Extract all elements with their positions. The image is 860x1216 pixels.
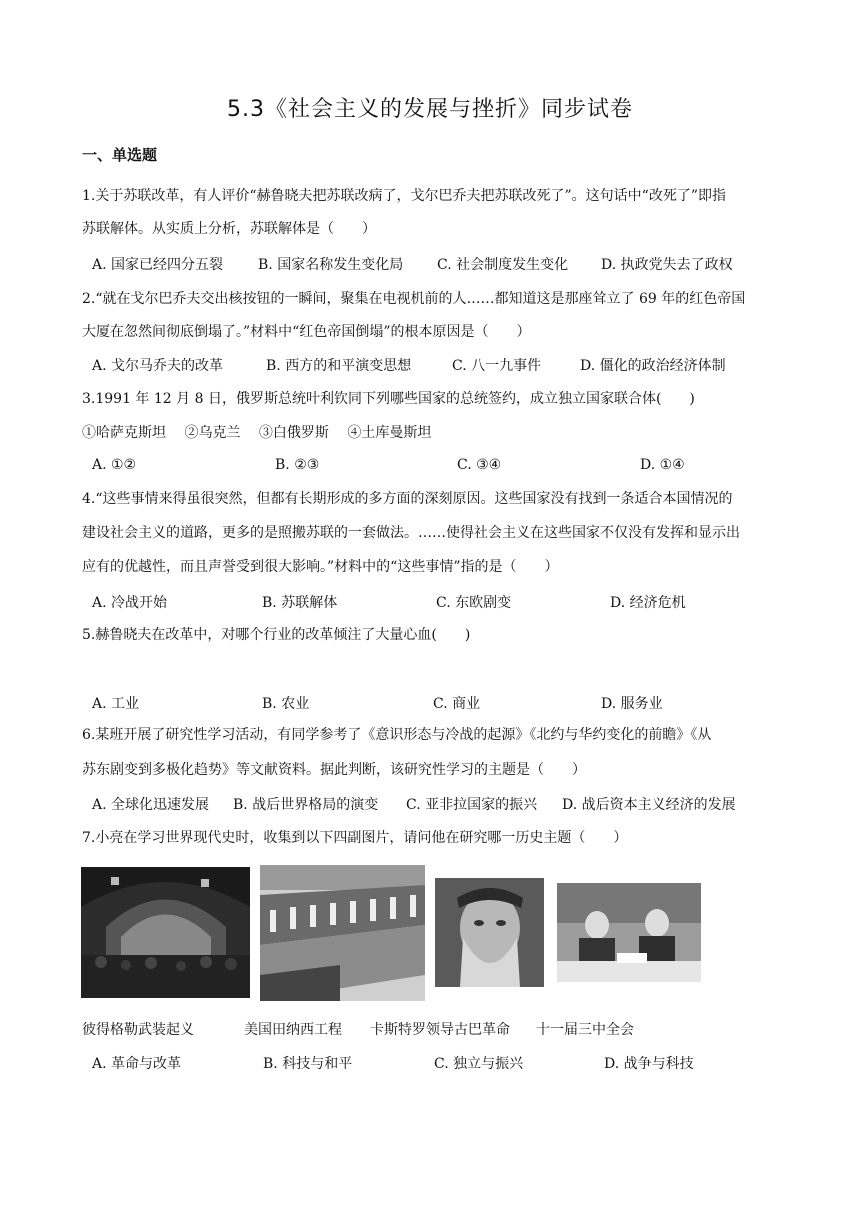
question-6-option-c[interactable]: C. 亚非拉国家的振兴: [406, 797, 538, 813]
castro-photo: [435, 878, 544, 987]
caption-castro: 卡斯特罗领导古巴革命: [370, 1022, 510, 1038]
caption-plenum: 十一届三中全会: [536, 1022, 634, 1038]
question-6-option-b[interactable]: B. 战后世界格局的演变: [233, 797, 379, 813]
question-7-option-b[interactable]: B. 科技与和平: [263, 1056, 353, 1072]
question-6-line-1: 6.某班开展了研究性学习活动，有同学参考了《意识形态与冷战的起源》《北约与华约变化的前瞻》《从: [82, 727, 712, 743]
question-1-line-1: 1.关于苏联改革，有人评价“赫鲁晓夫把苏联改病了，戈尔巴乔夫把苏联改死了”。这句话中“改死了”即指: [82, 188, 726, 204]
dam-photo: [260, 865, 425, 1001]
question-1-option-b[interactable]: B. 国家名称发生变化局: [258, 257, 404, 273]
caption-uprising: 彼得格勒武装起义: [82, 1022, 194, 1038]
plenum-photo: [557, 883, 701, 982]
question-4-option-c[interactable]: C. 东欧剧变: [436, 595, 512, 611]
question-3-option-a[interactable]: A. ①②: [92, 457, 137, 473]
question-4-option-d[interactable]: D. 经济危机: [610, 595, 686, 611]
question-6-option-d[interactable]: D. 战后资本主义经济的发展: [562, 797, 736, 813]
uprising-photo: [81, 867, 250, 998]
question-2-line-2: 大厦在忽然间彻底倒塌了。”材料中“红色帝国倒塌”的根本原因是（ ）: [82, 324, 531, 340]
question-3-line-1: 3.1991 年 12 月 8 日，俄罗斯总统叶利钦同下列哪些国家的总统签约，成立独立国家联合体( ): [82, 391, 695, 407]
question-1-option-d[interactable]: D. 执政党失去了政权: [601, 257, 733, 273]
question-5-line-1: 5.赫鲁晓夫在改革中，对哪个行业的改革倾注了大量心血( ): [82, 627, 471, 643]
section-heading: 一、单选题: [82, 146, 158, 164]
question-3-option-d[interactable]: D. ①④: [640, 457, 685, 473]
question-7-option-a[interactable]: A. 革命与改革: [92, 1056, 182, 1072]
question-3-option-c[interactable]: C. ③④: [457, 457, 502, 473]
question-1-line-2: 苏联解体。从实质上分析，苏联解体是（ ）: [82, 221, 376, 237]
question-1-option-a[interactable]: A. 国家已经四分五裂: [92, 257, 224, 273]
page-title: 5.3《社会主义的发展与挫折》同步试卷: [227, 97, 633, 122]
caption-dam: 美国田纳西工程: [244, 1022, 342, 1038]
question-5-option-b[interactable]: B. 农业: [262, 696, 310, 712]
question-4-line-3: 应有的优越性，而且声誉受到很大影响。”材料中的“这些事情”指的是（ ）: [82, 559, 559, 575]
question-1-option-c[interactable]: C. 社会制度发生变化: [437, 257, 569, 273]
question-7-line-1: 7.小亮在学习世界现代史时，收集到以下四副图片，请问他在研究哪一历史主题（ ）: [82, 830, 628, 846]
question-2-option-c[interactable]: C. 八一九事件: [452, 358, 542, 374]
question-5-option-d[interactable]: D. 服务业: [601, 696, 663, 712]
question-2-option-b[interactable]: B. 西方的和平演变思想: [266, 358, 412, 374]
question-4-option-b[interactable]: B. 苏联解体: [262, 595, 338, 611]
question-4-line-2: 建设社会主义的道路，更多的是照搬苏联的一套做法。……使得社会主义在这些国家不仅没有发挥和显示出: [82, 525, 740, 541]
question-7-option-c[interactable]: C. 独立与振兴: [434, 1056, 524, 1072]
question-2-option-d[interactable]: D. 僵化的政治经济体制: [580, 358, 726, 374]
question-2-option-a[interactable]: A. 戈尔马乔夫的改革: [92, 358, 224, 374]
question-4-line-1: 4.“这些事情来得虽很突然，但都有长期形成的多方面的深刻原因。这些国家没有找到一条适合本国情况的: [82, 491, 733, 507]
question-3-line-2: ①哈萨克斯坦 ②乌克兰 ③白俄罗斯 ④土库曼斯坦: [82, 425, 432, 441]
question-2-line-1: 2.“就在戈尔巴乔夫交出核按钮的一瞬间，聚集在电视机前的人……都知道这是那座耸立了 69 年的红色帝国: [82, 291, 746, 307]
question-4-option-a[interactable]: A. 冷战开始: [92, 595, 168, 611]
question-3-option-b[interactable]: B. ②③: [275, 457, 320, 473]
question-7-option-d[interactable]: D. 战争与科技: [604, 1056, 694, 1072]
question-5-option-c[interactable]: C. 商业: [433, 696, 481, 712]
question-6-line-2: 苏东剧变到多极化趋势》等文献资料。据此判断，该研究性学习的主题是（ ）: [82, 762, 586, 778]
question-6-option-a[interactable]: A. 全球化迅速发展: [92, 797, 210, 813]
question-5-option-a[interactable]: A. 工业: [92, 696, 140, 712]
